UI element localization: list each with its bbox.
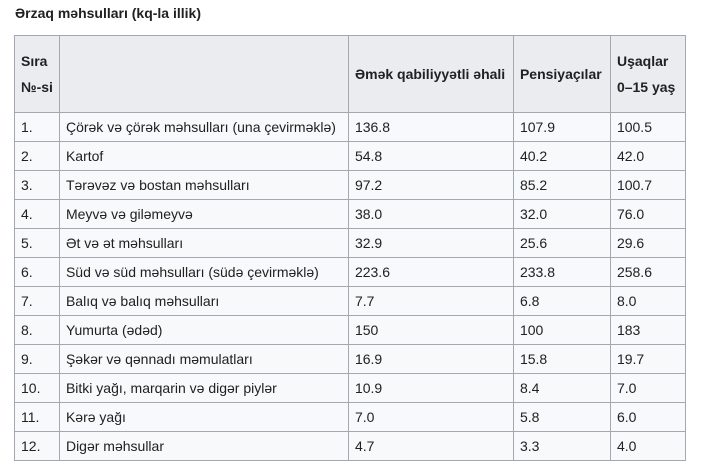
cell-num: 7. — [15, 287, 60, 316]
cell-pension: 6.8 — [513, 287, 610, 316]
cell-name: Çörək və çörək məhsulları (una çevirməklə) — [59, 113, 348, 142]
cell-num: 5. — [15, 229, 60, 258]
table-row — [15, 316, 686, 345]
cell-pension: 40.2 — [513, 142, 610, 171]
table-header — [15, 36, 686, 113]
header-name — [59, 36, 348, 113]
table-row — [15, 287, 686, 316]
header-sira — [15, 36, 60, 113]
header-children-line2: 0–15 yaş — [616, 79, 676, 95]
table-row — [15, 403, 686, 432]
cell-able: 7.0 — [348, 403, 513, 432]
header-children — [610, 36, 685, 113]
cell-pension: 107.9 — [513, 113, 610, 142]
header-pension: Pensiyaçılar — [513, 36, 610, 113]
cell-children: 100.5 — [610, 113, 685, 142]
cell-name: Ət və ət məhsulları — [59, 229, 348, 258]
header-sira-line1: Sıra — [21, 53, 48, 69]
cell-num: 2. — [15, 142, 60, 171]
cell-able: 150 — [348, 316, 513, 345]
cell-pension: 32.0 — [513, 200, 610, 229]
table-row — [15, 171, 686, 200]
table-row — [15, 200, 686, 229]
table-row — [15, 374, 686, 403]
food-consumption-table — [14, 35, 686, 461]
cell-able: 97.2 — [348, 171, 513, 200]
cell-children: 258.6 — [610, 258, 685, 287]
cell-pension: 100 — [513, 316, 610, 345]
header-sira-line2: №-si — [21, 79, 53, 95]
table-row — [15, 432, 686, 461]
header-row — [15, 36, 686, 113]
table-body — [15, 113, 686, 461]
cell-pension: 8.4 — [513, 374, 610, 403]
cell-able: 4.7 — [348, 432, 513, 461]
cell-able: 16.9 — [348, 345, 513, 374]
cell-num: 11. — [15, 403, 60, 432]
header-able: Əmək qabiliyyətli əhali — [348, 36, 513, 113]
cell-pension: 85.2 — [513, 171, 610, 200]
cell-num: 12. — [15, 432, 60, 461]
cell-num: 10. — [15, 374, 60, 403]
cell-children: 4.0 — [610, 432, 685, 461]
cell-children: 76.0 — [610, 200, 685, 229]
cell-name: Yumurta (ədəd) — [59, 316, 348, 345]
cell-num: 9. — [15, 345, 60, 374]
cell-name: Süd və süd məhsulları (südə çevirməklə) — [59, 258, 348, 287]
cell-num: 3. — [15, 171, 60, 200]
cell-children: 183 — [610, 316, 685, 345]
cell-children: 19.7 — [610, 345, 685, 374]
cell-children: 6.0 — [610, 403, 685, 432]
cell-num: 4. — [15, 200, 60, 229]
cell-name: Şəkər və qənnadı məmulatları — [59, 345, 348, 374]
cell-name: Meyvə və giləmeyvə — [59, 200, 348, 229]
cell-able: 10.9 — [348, 374, 513, 403]
cell-name: Balıq və balıq məhsulları — [59, 287, 348, 316]
cell-num: 8. — [15, 316, 60, 345]
cell-name: Bitki yağı, marqarin və digər piylər — [59, 374, 348, 403]
header-children-line1: Uşaqlar — [616, 53, 669, 69]
cell-name: Tərəvəz və bostan məhsulları — [59, 171, 348, 200]
cell-children: 29.6 — [610, 229, 685, 258]
table-caption: Ərzaq məhsulları (kq-la illik) — [15, 5, 201, 21]
cell-pension: 15.8 — [513, 345, 610, 374]
cell-name: Kərə yağı — [59, 403, 348, 432]
table-row — [15, 113, 686, 142]
cell-able: 7.7 — [348, 287, 513, 316]
cell-children: 7.0 — [610, 374, 685, 403]
cell-name: Kartof — [59, 142, 348, 171]
table-row — [15, 142, 686, 171]
cell-num: 6. — [15, 258, 60, 287]
table-row — [15, 229, 686, 258]
cell-num: 1. — [15, 113, 60, 142]
cell-able: 136.8 — [348, 113, 513, 142]
cell-able: 32.9 — [348, 229, 513, 258]
cell-able: 223.6 — [348, 258, 513, 287]
cell-pension: 3.3 — [513, 432, 610, 461]
cell-able: 38.0 — [348, 200, 513, 229]
cell-pension: 5.8 — [513, 403, 610, 432]
cell-children: 8.0 — [610, 287, 685, 316]
cell-children: 42.0 — [610, 142, 685, 171]
cell-pension: 233.8 — [513, 258, 610, 287]
cell-pension: 25.6 — [513, 229, 610, 258]
cell-name: Digər məhsullar — [59, 432, 348, 461]
cell-able: 54.8 — [348, 142, 513, 171]
table-row — [15, 258, 686, 287]
cell-children: 100.7 — [610, 171, 685, 200]
table-row — [15, 345, 686, 374]
